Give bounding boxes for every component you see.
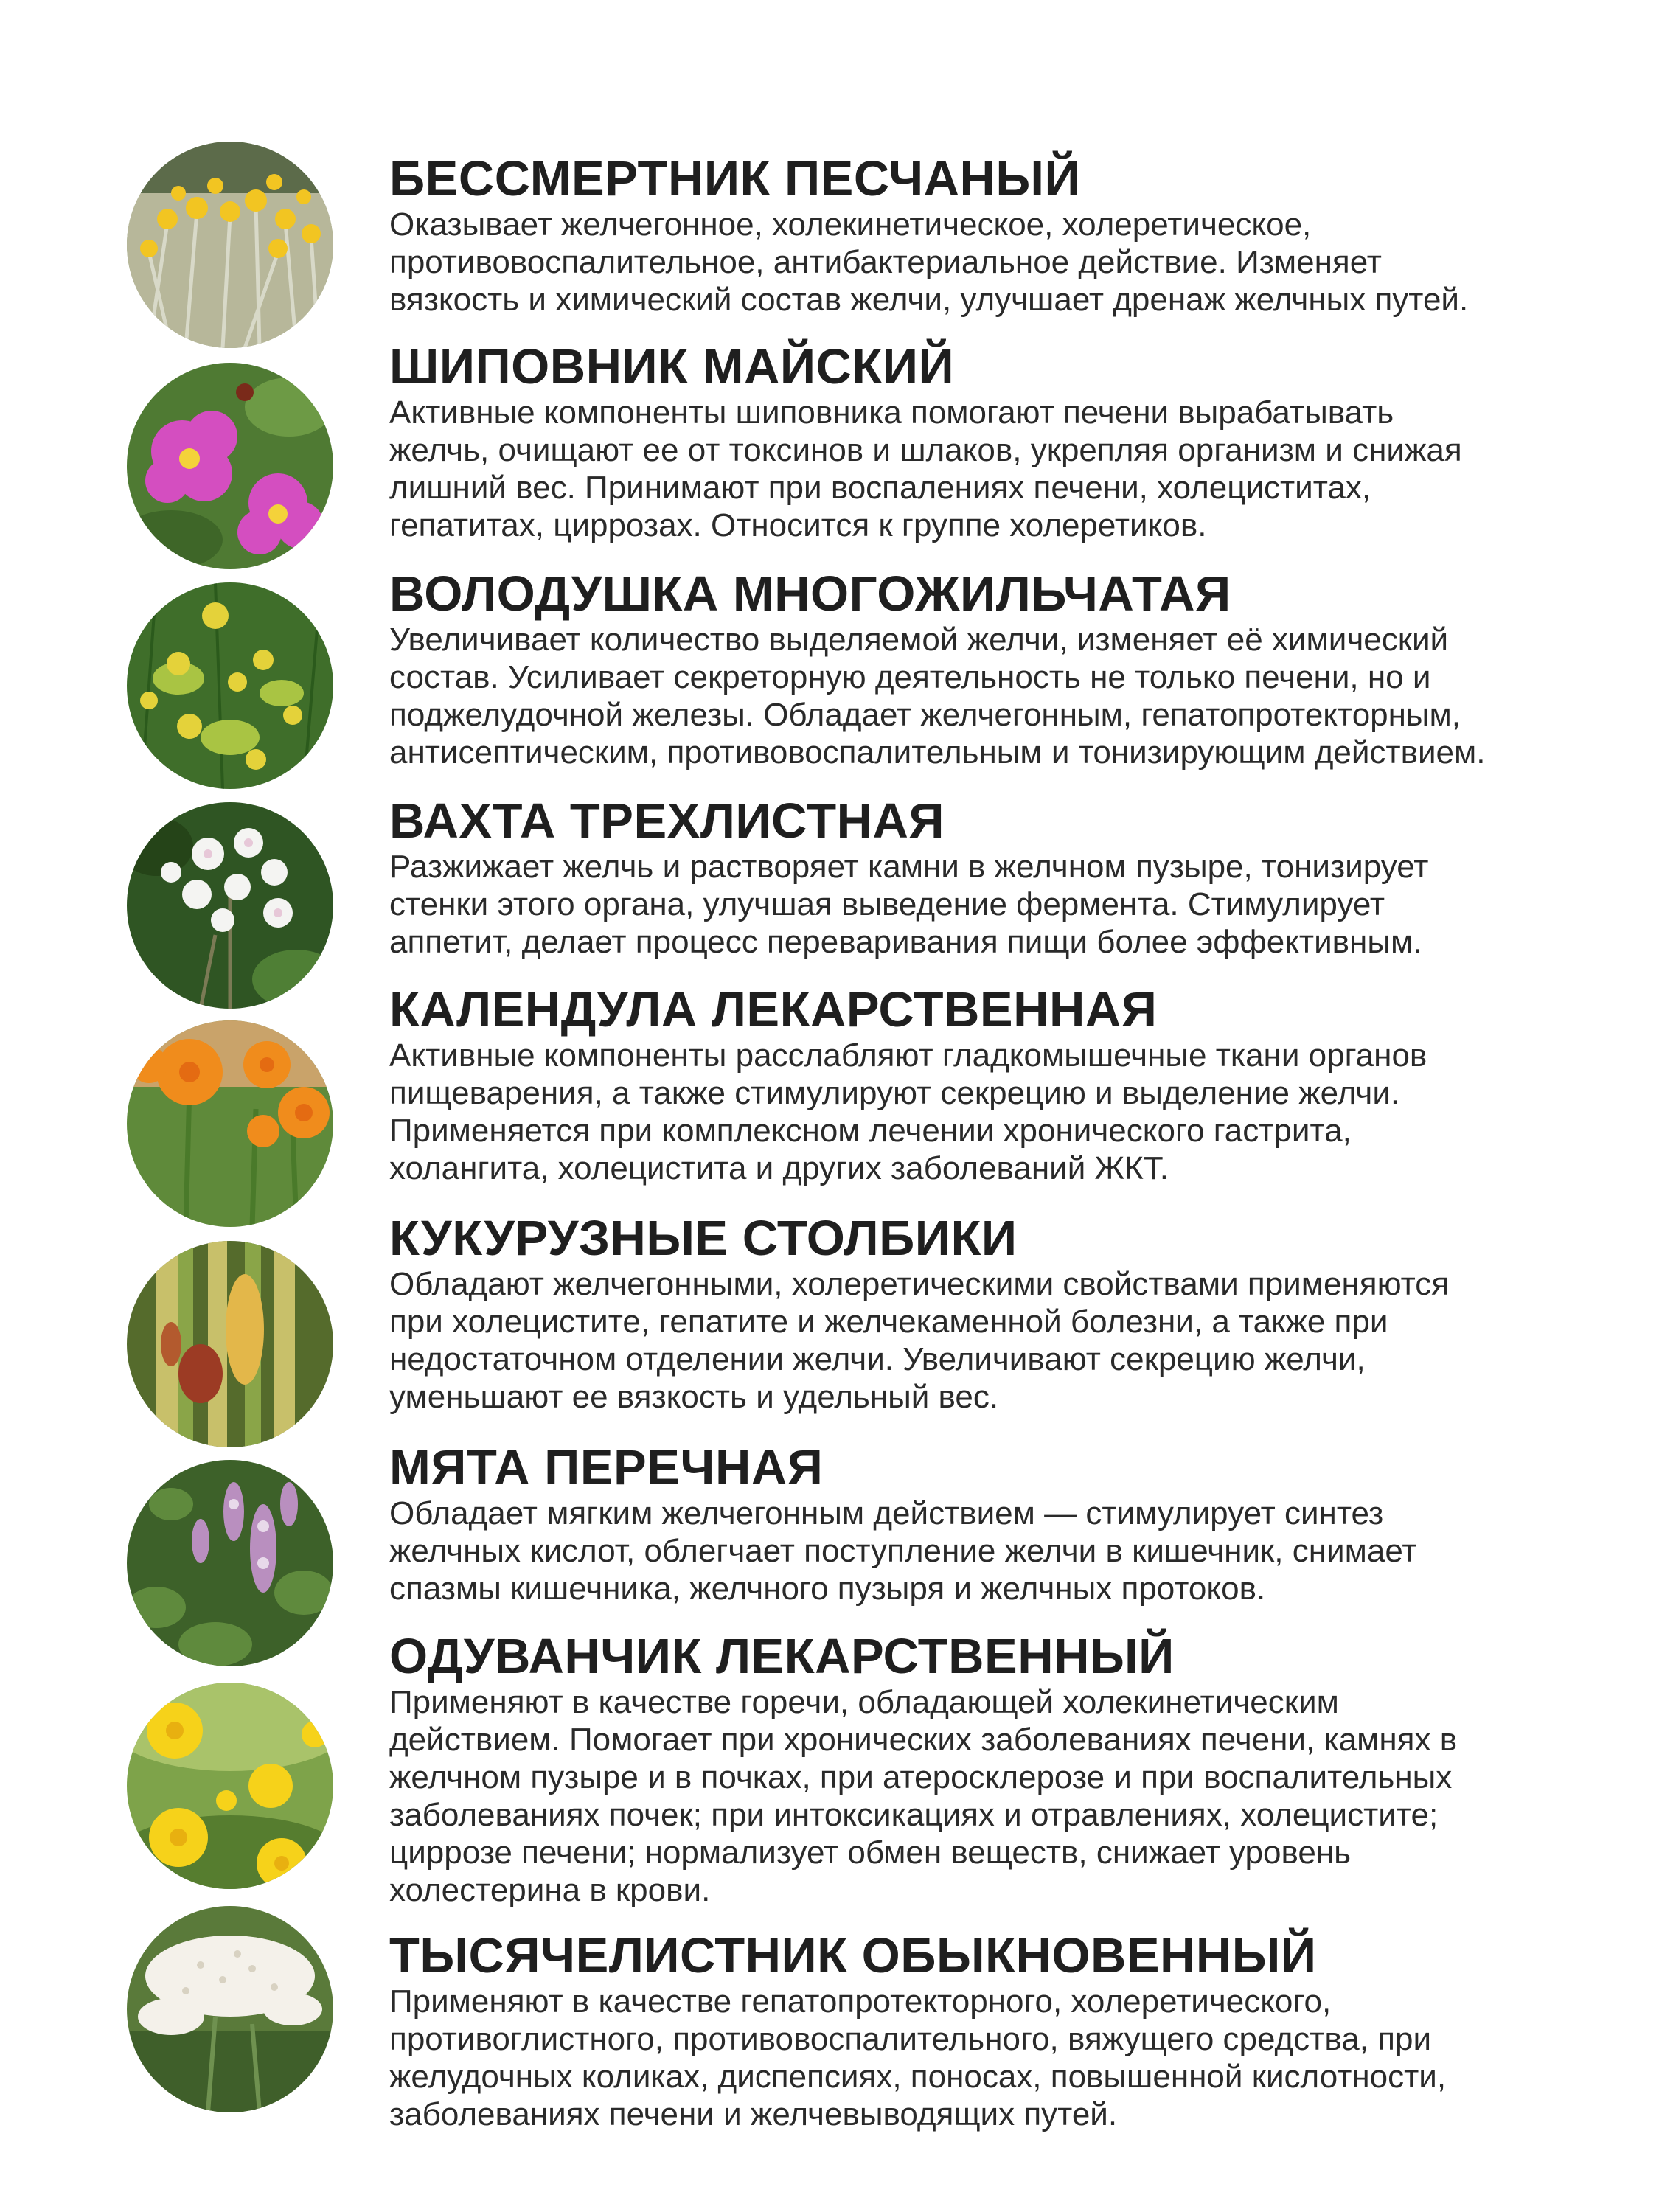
herb-title: ТЫСЯЧЕЛИСТНИК ОБЫКНОВЕННЫЙ [389,1928,1317,1983]
herb-description: Увеличивает количество выделяемой желчи, изменяет её химический состав. Усиливает секреторную деятельность не только печени, но и поджелудочной железы. Обладает желчегонным, гепатопротекторным, антисептическим, противовоспалительным и тонизирующим действием. [389,622,1486,771]
yarrow-image [127,1906,333,2112]
bogbean-image [127,802,333,1009]
herb-description: Применяют в качестве горечи, обладающей холекинетическим действием. Помогает при хронических заболеваниях печени, камнях в желчном пузыре и в почках, при атеросклерозе и при воспалительных заболеваниях почек; при интоксикациях и отравлениях, холецистите; циррозе печени; нормализует обмен веществ, снижает уровень холестерина в крови. [389,1684,1458,1908]
calendula-image [127,1020,333,1227]
herb-title: КАЛЕНДУЛА ЛЕКАРСТВЕННАЯ [389,982,1158,1037]
herb-title: БЕССМЕРТНИК ПЕСЧАНЫЙ [389,151,1081,206]
peppermint-image [127,1460,333,1666]
herb-description: Обладает мягким желчегонным действием — стимулирует синтез желчных кислот, облегчает поступление желчи в кишечник, снимает спазмы кишечника, желчного пузыря и желчных протоков. [389,1495,1417,1607]
herb-title: ВОЛОДУШКА МНОГОЖИЛЬЧАТАЯ [389,566,1231,622]
dandelion-image [127,1683,333,1889]
herb-description: Активные компоненты шиповника помогают печени вырабатывать желчь, очищают ее от токсинов и шлаков, укрепляя организм и снижая лишний вес. Принимают при воспалениях печени, холециститах, гепатитах, циррозах. Относится к группе холеретиков. [389,394,1462,543]
bupleurum-image [127,582,333,789]
herb-description: Разжижает желчь и растворяет камни в желчном пузыре, тонизирует стенки этого органа, улучшая выведение фермента. Стимулирует аппетит, делает процесс переваривания пищи более эффективным. [389,849,1429,960]
herb-description: Оказывает желчегонное, холекинетическое, холеретическое, противовоспалительное, антибактериальное действие. Изменяет вязкость и химический состав желчи, улучшает дренаж желчных путей. [389,206,1469,318]
herb-title: ОДУВАНЧИК ЛЕКАРСТВЕННЫЙ [389,1629,1175,1684]
herb-description: Обладают желчегонными, холеретическими свойствами применяются при холецистите, гепатите и желчекаменной болезни, а также при недостаточном отделении желчи. Увеличивают секрецию желчи, уменьшают ее вязкость и удельный вес. [389,1266,1450,1415]
herb-description: Активные компоненты расслабляют гладкомышечные ткани органов пищеварения, а также стимулируют секрецию и выделение желчи. Применяется при комплексном лечении хронического гастрита, холангита, холецистита и других заболеваний ЖКТ. [389,1037,1427,1186]
herb-title: КУКУРУЗНЫЕ СТОЛБИКИ [389,1211,1018,1266]
herb-title: ШИПОВНИК МАЙСКИЙ [389,339,955,394]
herb-description: Применяют в качестве гепатопротекторного, холеретического, противоглистного, противовоспалительного, вяжущего средства, при желудочных коликах, диспепсиях, поносах, повышенной кислотности, заболеваниях печени и желчевыводящих путей. [389,1983,1447,2132]
herb-title: МЯТА ПЕРЕЧНАЯ [389,1440,824,1495]
corn-silk-image [127,1241,333,1447]
immortelle-flower-image [127,142,333,348]
wild-rose-image [127,363,333,569]
herb-title: ВАХТА ТРЕХЛИСТНАЯ [389,793,945,849]
